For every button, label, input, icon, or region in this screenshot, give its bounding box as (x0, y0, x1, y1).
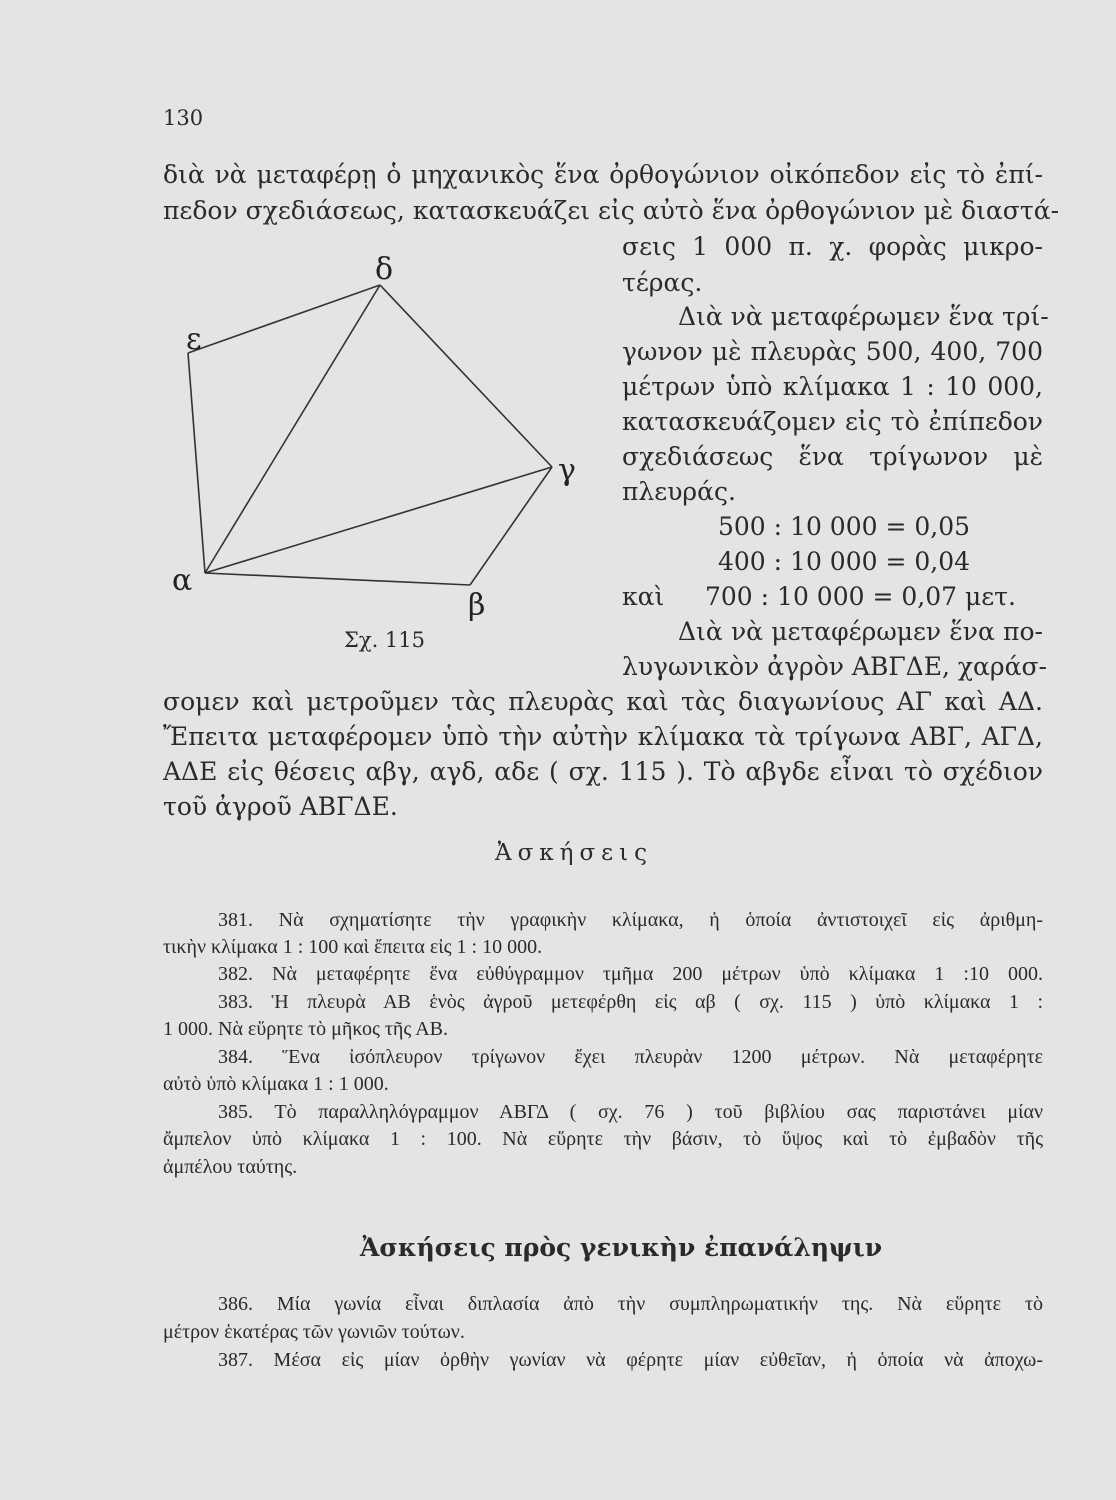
exercise-line: 382. Νὰ μεταφέρητε ἕνα εὐθύγραμμον τμῆμα 200 μέτρων ὑπὸ κλίμακα 1 :10 000. (218, 963, 1043, 985)
diagonal-ag (205, 467, 552, 573)
side-ea (188, 353, 205, 573)
equation: 700 : 10 000 = 0,07 μετ. (705, 582, 1016, 611)
side-ab (205, 573, 470, 585)
text-line: λυγωνικὸν ἀγρὸν ΑΒΓΔΕ, χαράσ- (622, 652, 1047, 681)
exercise-line: ἀμπέλου ταύτης. (163, 1156, 298, 1178)
figure-caption: Σχ. 115 (344, 628, 426, 652)
side-gd (380, 285, 552, 467)
text-line: πεδον σχεδιάσεως, κατασκευάζει εἰς αὐτὸ ἕνα ὀρθογώνιον μὲ διαστά- (163, 196, 1060, 225)
text-line: σομεν καὶ μετροῦμεν τὰς πλευρὰς καὶ τὰς διαγωνίους ΑΓ καὶ ΑΔ. (163, 687, 1043, 716)
page-number: 130 (163, 106, 204, 130)
text-line: μέτρων ὑπὸ κλίμακα 1 : 10 000, (622, 372, 1043, 401)
vertex-label-b: β (468, 588, 486, 623)
text-line: κατασκευάζομεν εἰς τὸ ἐπίπεδον (622, 407, 1043, 436)
text-line: Διὰ νὰ μεταφέρωμεν ἕνα τρί- (678, 302, 1049, 331)
exercise-line: 385. Τὸ παραλληλόγραμμον ΑΒΓΔ ( σχ. 76 ) τοῦ βιβλίου σας παριστάνει μίαν (218, 1101, 1043, 1123)
side-de (188, 285, 380, 353)
equation: 500 : 10 000 = 0,05 (718, 512, 971, 541)
text-line: Ἔπειτα μεταφέρομεν ὑπὸ τὴν αὐτὴν κλίμακα τὰ τρίγωνα ΑΒΓ, ΑΓΔ, (163, 722, 1043, 751)
vertex-label-g: γ (558, 453, 576, 488)
exercise-line: 381. Νὰ σχηματίσητε τὴν γραφικὴν κλίμακα, ἡ ὁποία ἀντιστοιχεῖ εἰς ἀριθμη- (218, 909, 1043, 931)
side-bg (470, 467, 552, 585)
review-line: μέτρον ἑκατέρας τῶν γωνιῶν τούτων. (163, 1321, 465, 1343)
text-line: γωνον μὲ πλευρὰς 500, 400, 700 (622, 337, 1043, 366)
exercises-heading: Ἀσκήσεις (495, 840, 653, 866)
exercise-line: 384. Ἕνα ἰσόπλευρον τρίγωνον ἔχει πλευρὰν 1200 μέτρων. Νὰ μεταφέρητε (218, 1046, 1043, 1068)
text-line: σχεδιάσεως ἕνα τρίγωνον μὲ (622, 442, 1043, 471)
vertex-label-e: ε (186, 322, 202, 357)
polygon-figure (170, 255, 590, 625)
text-line: πλευράς. (622, 477, 736, 506)
text-line: τέρας. (622, 268, 703, 297)
equation: 400 : 10 000 = 0,04 (718, 547, 971, 576)
exercise-line: 383. Ἡ πλευρὰ ΑΒ ἑνὸς ἀγροῦ μετεφέρθη εἰς αβ ( σχ. 115 ) ὑπὸ κλίμακα 1 : (218, 991, 1043, 1013)
text-line: σεις 1 000 π. χ. φορὰς μικρο- (622, 232, 1043, 261)
exercise-line: αὐτὸ ὑπὸ κλίμακα 1 : 1 000. (163, 1073, 389, 1095)
exercise-line: τικὴν κλίμακα 1 : 100 καὶ ἔπειτα εἰς 1 : 10 000. (163, 936, 543, 958)
exercise-line: ἄμπελον ὑπὸ κλίμακα 1 : 100. Νὰ εὕρητε τὴν βάσιν, τὸ ὕψος καὶ τὸ ἐμβαδὸν τῆς (163, 1128, 1043, 1150)
text-line: ΑΔΕ εἰς θέσεις αβγ, αγδ, αδε ( σχ. 115 ). Τὸ αβγδε εἶναι τὸ σχέδιον (163, 757, 1043, 786)
review-line: 387. Μέσα εἰς μίαν ὀρθὴν γωνίαν νὰ φέρητε μίαν εὐθεῖαν, ἡ ὁποία νὰ ἀποχω- (218, 1349, 1043, 1371)
text-line: Διὰ νὰ μεταφέρωμεν ἕνα πο- (678, 617, 1043, 646)
exercise-line: 1 000. Νὰ εὕρητε τὸ μῆκος τῆς ΑΒ. (163, 1018, 448, 1040)
equation-prefix: καὶ (622, 582, 665, 611)
text-line: τοῦ ἀγροῦ ΑΒΓΔΕ. (163, 792, 398, 821)
diagonal-ad (205, 285, 380, 573)
vertex-label-a: α (172, 563, 193, 598)
review-heading: Ἀσκήσεις πρὸς γενικὴν ἐπανάληψιν (360, 1233, 883, 1262)
vertex-label-d: δ (375, 255, 394, 287)
text-line: διὰ νὰ μεταφέρῃ ὁ μηχανικὸς ἕνα ὀρθογώνιον οἰκόπεδον εἰς τὸ ἐπί- (163, 160, 1043, 189)
review-line: 386. Μία γωνία εἶναι διπλασία ἀπὸ τὴν συμπληρωματικήν της. Νὰ εὕρητε τὸ (218, 1293, 1043, 1315)
